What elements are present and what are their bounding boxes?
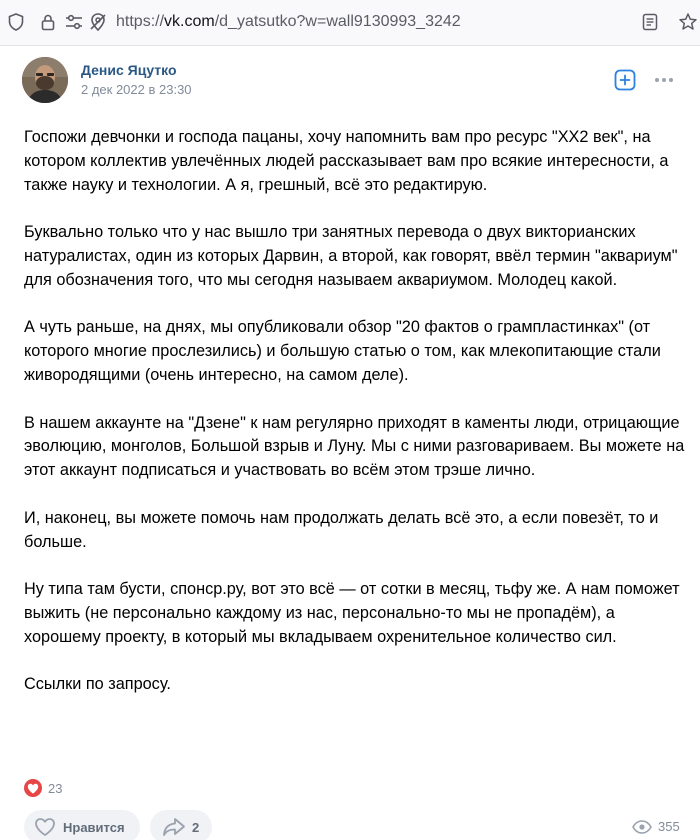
post-paragraph: Ссылки по запросу.	[24, 675, 171, 694]
url-path: /d_yatsutko?w=wall9130993_3242	[214, 13, 461, 30]
reactions-count: 23	[48, 780, 63, 796]
share-count: 2	[192, 819, 200, 835]
post-paragraph: Буквально только что у нас вышло три занятных перевода о двух викторианских натуралистах, один из которых Дарвин, а второй, как говорят, ввёл термин "аквариум" для обозначения того, что мы сегодня называем аквариумом. Молодец какой.	[24, 223, 678, 289]
heart-outline-icon	[34, 817, 56, 837]
post-author[interactable]: Денис Яцутко	[81, 62, 177, 78]
views-count: 355	[658, 819, 680, 834]
url-host: vk.com	[164, 13, 215, 30]
post-paragraph: В нашем аккаунте на "Дзене" к нам регулярно приходят в каменты люди, отрицающие эволюцию, монголов, Большой взрыв и Луну. Мы с ними разговариваем. Вы можете на этот аккаунт подписаться и участвовать во всём этом трэше лично.	[24, 413, 685, 480]
permissions-icon[interactable]	[64, 12, 84, 32]
plus-square-icon	[614, 69, 636, 91]
post-paragraph: Ну типа там бусти, спонср.ру, вот это всё — от сотки в месяц, тьфу же. А нам поможет выжить (не персонально каждому из нас, персонально-то мы не пропадём), а хорошему проекту, в который мы вкладываем охренительное количество сил.	[24, 580, 680, 646]
browser-url-bar	[0, 0, 700, 46]
more-dots-icon	[653, 72, 675, 88]
avatar[interactable]	[22, 57, 68, 103]
views-counter	[632, 819, 680, 834]
share-button[interactable]	[150, 810, 212, 840]
post-paragraph: Госпожи девчонки и господа пацаны, хочу напомнить вам про ресурс "XX2 век", на котором коллектив увлечённых людей рассказывает вам про всякие интересности, а также науку и технологии. А я, грешный, всё это редактирую.	[24, 128, 669, 194]
post-paragraph: А чуть раньше, на днях, мы опубликовали обзор "20 фактов о грампластинках" (от которого многие прослезились) и большую статью о том, как млекопитающие стали живородящими (очень интересно, на самом деле).	[24, 318, 661, 384]
heart-reaction-icon	[24, 779, 42, 797]
reactions-summary[interactable]	[24, 779, 62, 797]
like-button[interactable]	[24, 810, 140, 840]
lock-icon[interactable]	[38, 12, 58, 32]
location-off-icon[interactable]	[88, 12, 108, 32]
post-date[interactable]: 2 дек 2022 в 23:30	[81, 82, 192, 97]
share-arrow-icon	[162, 817, 186, 837]
eye-icon	[632, 820, 652, 834]
reader-view-icon[interactable]	[640, 12, 660, 32]
url-text[interactable]	[116, 13, 461, 31]
add-to-bookmarks-button[interactable]	[614, 69, 636, 91]
bookmark-star-icon[interactable]	[678, 12, 698, 32]
more-options-button[interactable]	[653, 72, 675, 88]
post-paragraph: И, наконец, вы можете помочь нам продолжать делать всё это, а если повезёт, то и больше.	[24, 508, 659, 551]
post-text	[24, 126, 694, 721]
like-label: Нравится	[63, 819, 125, 835]
url-scheme: https://	[116, 13, 165, 30]
shield-icon[interactable]	[6, 12, 26, 32]
